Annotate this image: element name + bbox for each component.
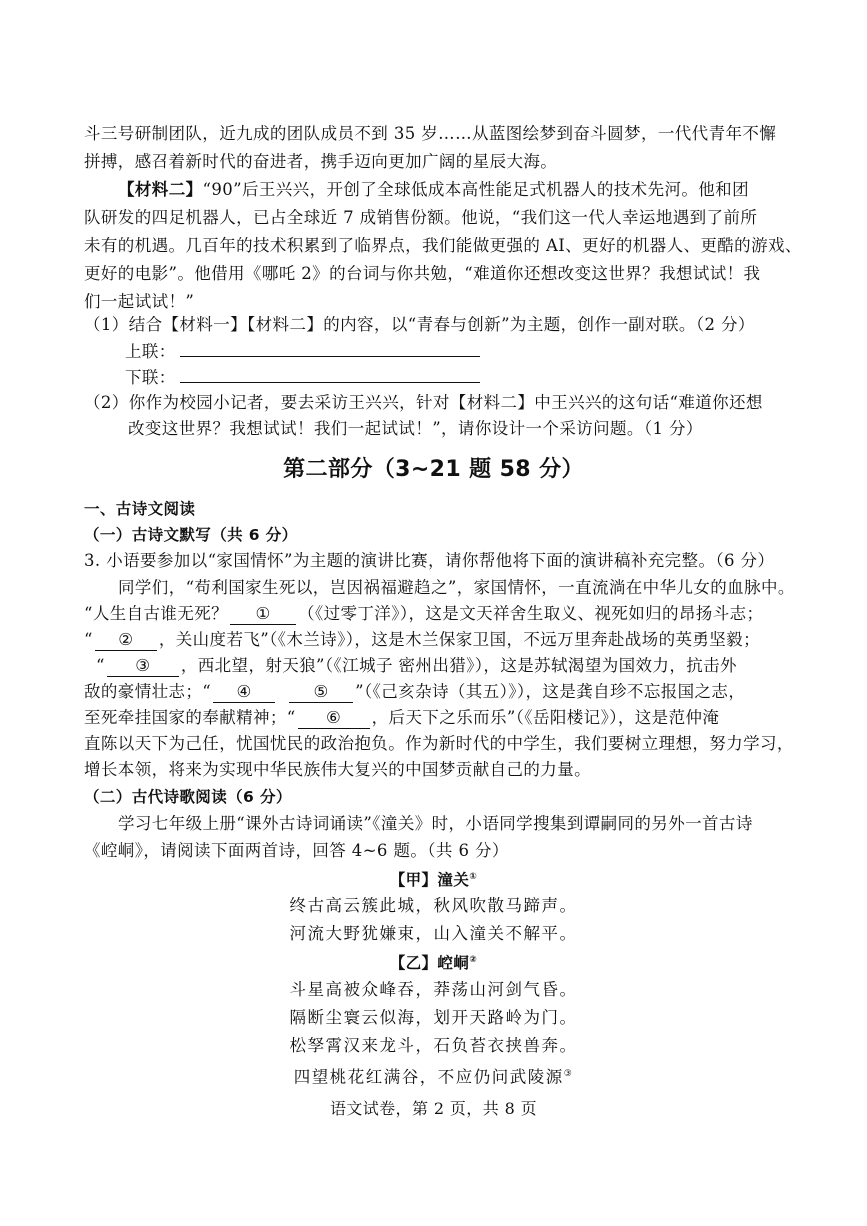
speech-text: （《过零丁洋》），这是文天祥舍生取义、视死如归的昂扬斗志； [298,604,764,623]
material1-text-line: 斗三号研制团队，近九成的团队成员不到 35 岁……从蓝图绘梦到奋斗圆梦，一代代青年不懈 [84,124,777,143]
question-3: 3. 小语要参加以“家国情怀”为主题的演讲比赛，请你帮他将下面的演讲稿补充完整。（6 分） [84,551,775,570]
poem-2-title-text: 【乙】崆峒 [389,954,470,973]
speech-text-line [84,681,745,703]
lower-couplet-label: 下联： [125,368,176,387]
speech-text: “人生自古谁无死？ [84,604,229,623]
subsection-heading: （二）古代诗歌阅读（6 分） [84,788,292,806]
upper-couplet-row [125,340,480,363]
question-2-line: 改变这世界？我想试试！我们一起试试！”，请你设计一个采访问题。（1 分） [128,419,703,438]
poem-1-title-text: 【甲】潼关 [389,871,470,890]
reading-intro-line: 学习七年级上册“课外古诗词诵读”《潼关》时，小语同学搜集到谭嗣同的另外一首古诗 [118,814,753,833]
footnote-marker: ② [469,955,478,965]
footnote-marker: ① [469,872,478,882]
blank-1[interactable]: ① [230,604,296,625]
speech-text: ，关山度若飞”（《木兰诗》），这是木兰保家卫国，不远万里奔赴战场的英勇坚毅； [158,630,760,649]
material2-text-line: 未有的机遇。几百年的技术积累到了临界点，我们能做更强的 AI、更好的机器人、更酷的游戏、 [84,236,802,255]
material2-text-line: 队研发的四足机器人，已占全球近 7 成销售份额。他说，“我们这一代人幸运地遇到了前所 [84,208,758,227]
blank-4[interactable]: ④ [213,682,275,703]
blank-6[interactable]: ⑥ [298,708,370,729]
material2-text-line: 更好的电影”。他借用《哪吒 2》的台词与你共勉，“难道你还想改变这世界？我想试试！我 [84,264,761,283]
reading-intro-line: 《崆峒》，请阅读下面两首诗，回答 4~6 题。（共 6 分） [84,841,509,860]
page-footer: 语文试卷，第 2 页，共 8 页 [329,1099,538,1118]
lower-couplet-row [125,366,480,389]
speech-text-line [84,707,719,729]
poem-2-line: 松孥霄汉来龙斗，石负苔衣挟兽奔。 [289,1036,578,1055]
subsection-heading: （一）古诗文默写（共 6 分） [84,526,298,544]
speech-text-line: 直陈以天下为己任，忧国忧民的政治抱负。作为新时代的中学生，我们要树立理想，努力学习， [84,734,794,753]
speech-text-line: 增长本领，将来为实现中华民族伟大复兴的中国梦贡献自己的力量。 [84,760,591,779]
material2-text-line [118,179,749,201]
speech-text: 至死牵挂国家的奉献精神；“ [84,708,296,727]
upper-couplet-label: 上联： [125,342,176,361]
speech-text: ”（《己亥杂诗（其五）》），这是龚自珍不忘报国之志， [355,682,746,701]
material2-label: 【材料二】 [118,180,203,199]
speech-text-line [84,603,763,625]
poem-2-line [0,1063,867,1089]
material1-text-line: 拼搏，感召着新时代的奋进者，携手迈向更加广阔的星辰大海。 [84,152,558,171]
poem-2-text: 四望桃花红满谷，不应仍问武陵源 [293,1067,564,1087]
poem-2-line: 斗星高被众峰吞，莽荡山河剑气昏。 [289,980,578,999]
section-heading: 一、古诗文阅读 [84,500,196,518]
speech-text: ，后天下之乐而乐”（《岳阳楼记》），这是范仲淹 [371,708,720,727]
poem-2-line: 隔断尘寰云似海，划开天路岭为门。 [289,1008,578,1027]
poem-1-title [0,866,867,891]
speech-text: “ [96,656,105,675]
speech-text-line [84,629,760,651]
material2-text-line: 们一起试试！” [84,292,195,311]
speech-text-line: 同学们，“苟利国家生死以，岂因祸福避趋之”，家国情怀，一直流淌在中华儿女的血脉中。 [118,578,795,597]
lower-couplet-answer-line[interactable] [180,366,480,383]
poem-1-line: 终古高云簇此城，秋风吹散马蹄声。 [289,896,578,915]
poem-2-title [0,949,867,974]
material2-text: “90”后王兴兴，开创了全球低成本高性能足式机器人的技术先河。他和团 [202,180,749,199]
question-1: （1）结合【材料一】【材料二】的内容，以“青春与创新”为主题，创作一副对联。（2 分） [84,315,755,334]
speech-text: “ [84,630,93,649]
upper-couplet-answer-line[interactable] [180,340,480,357]
footnote-marker: ③ [563,1069,574,1079]
speech-text: ，西北望，射天狼”（《江城子 密州出猎》），这是苏轼渴望为国效力，抗击外 [180,656,737,675]
speech-text-line [96,655,737,677]
speech-text: 敌的豪情壮志；“ [84,682,212,701]
blank-5[interactable]: ⑤ [289,682,353,703]
question-2-line: （2）你作为校园小记者，要去采访王兴兴，针对【材料二】中王兴兴的这句话“难道你还想 [84,393,763,412]
poem-1-line: 河流大野犹嫌束，山入潼关不解平。 [289,924,578,943]
part-two-title: 第二部分（3~21 题 58 分） [283,457,584,482]
blank-2[interactable]: ② [95,630,157,651]
blank-3[interactable]: ③ [107,656,179,677]
